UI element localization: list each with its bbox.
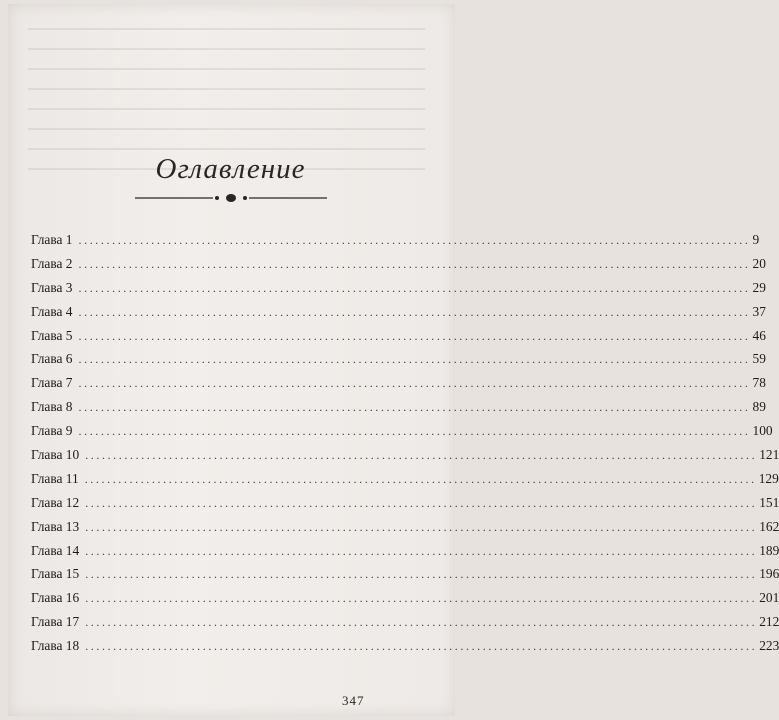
toc-entry-label: Глава 1 (31, 232, 73, 247)
toc-entry-page: 121 (759, 447, 779, 463)
toc-entry (31, 324, 766, 348)
toc-entry-label: Глава 17 (31, 614, 80, 630)
dot-leader: ........................................................................................................................ (78, 352, 751, 367)
toc-entry (31, 443, 779, 467)
toc-entry-label: Глава 5 (31, 327, 73, 343)
toc-entry-label: Глава 8 (31, 399, 73, 415)
dot-leader: ........................................................................................................................ (78, 376, 751, 391)
dot-leader: ........................................................................................................................ (85, 519, 758, 534)
toc-entry (31, 491, 779, 515)
dot-leader: ........................................................................................................................ (85, 591, 758, 606)
toc-entry-page: 59 (752, 351, 766, 367)
toc-entry-page: 46 (752, 327, 766, 343)
toc-entry-page: 162 (759, 518, 779, 534)
dot-leader: ........................................................................................................................ (78, 400, 751, 415)
toc-entry-page: 9 (752, 232, 760, 247)
dot-leader: ........................................................................................................................ (85, 615, 758, 630)
toc-entry-label: Глава 13 (31, 518, 80, 534)
toc-entry (31, 252, 766, 276)
dot-leader: ........................................................................................................................ (78, 328, 751, 343)
toc-entry-label: Глава 14 (31, 542, 80, 558)
toc-entry-label: Глава 2 (31, 255, 73, 271)
toc-entry-page: 78 (752, 375, 766, 391)
toc-entry-page: 100 (752, 423, 773, 439)
dot-leader: ........................................................................................................................ (78, 424, 751, 439)
dot-leader: ........................................................................................................................ (78, 233, 751, 247)
table-of-contents (31, 228, 779, 658)
toc-entry-label: Глава 16 (31, 590, 80, 606)
toc-entry-label: Глава 3 (31, 279, 73, 295)
toc-entry-page: 129 (758, 470, 779, 486)
toc-entry (31, 371, 766, 395)
page-number: 347 (342, 693, 365, 708)
toc-entry-page: 151 (759, 494, 779, 510)
toc-entry-label: Глава 11 (31, 470, 79, 486)
toc-entry-page: 189 (759, 542, 779, 558)
toc-entry-page: 37 (752, 303, 766, 319)
toc-entry (31, 515, 779, 539)
toc-entry-label: Глава 6 (31, 351, 73, 367)
dot-leader: ........................................................................................................................ (85, 543, 758, 558)
toc-entry (31, 300, 766, 324)
dot-leader: ........................................................................................................................ (78, 304, 751, 319)
toc-entry-label: Глава 9 (31, 423, 73, 439)
toc-entry (31, 634, 779, 658)
dot-leader: ........................................................................................................................ (85, 567, 758, 582)
dot-leader: ........................................................................................................................ (85, 448, 758, 463)
dot-leader: ........................................................................................................................ (78, 256, 751, 271)
dot-leader: ........................................................................................................................ (85, 639, 758, 654)
toc-entry-page: 201 (759, 590, 779, 606)
toc-entry-label: Глава 18 (31, 638, 80, 654)
toc-entry (31, 276, 766, 300)
toc-entry (31, 562, 779, 586)
toc-entry-label: Глава 7 (31, 375, 73, 391)
toc-entry (31, 228, 760, 252)
ornament-divider (133, 191, 329, 205)
toc-entry-page: 196 (759, 566, 779, 582)
page-title: Оглавление (155, 153, 306, 185)
toc-entry (31, 610, 779, 634)
toc-entry-label: Глава 12 (31, 494, 80, 510)
dot-leader: ........................................................................................................................ (85, 495, 758, 510)
dot-leader: ........................................................................................................................ (78, 280, 751, 295)
toc-entry (31, 347, 766, 371)
toc-entry (31, 586, 779, 610)
dot-leader: ........................................................................................................................ (84, 471, 757, 486)
toc-entry-label: Глава 15 (31, 566, 80, 582)
toc-entry-page: 212 (759, 614, 779, 630)
toc-entry-page: 29 (752, 279, 766, 295)
toc-entry-label: Глава 10 (31, 447, 80, 463)
toc-entry (31, 467, 779, 491)
toc-entry (31, 419, 773, 443)
toc-entry (31, 395, 766, 419)
toc-entry-page: 20 (752, 255, 766, 271)
toc-entry (31, 539, 779, 563)
toc-entry-page: 223 (759, 638, 779, 654)
toc-entry-page: 89 (752, 399, 766, 415)
toc-entry-label: Глава 4 (31, 303, 73, 319)
